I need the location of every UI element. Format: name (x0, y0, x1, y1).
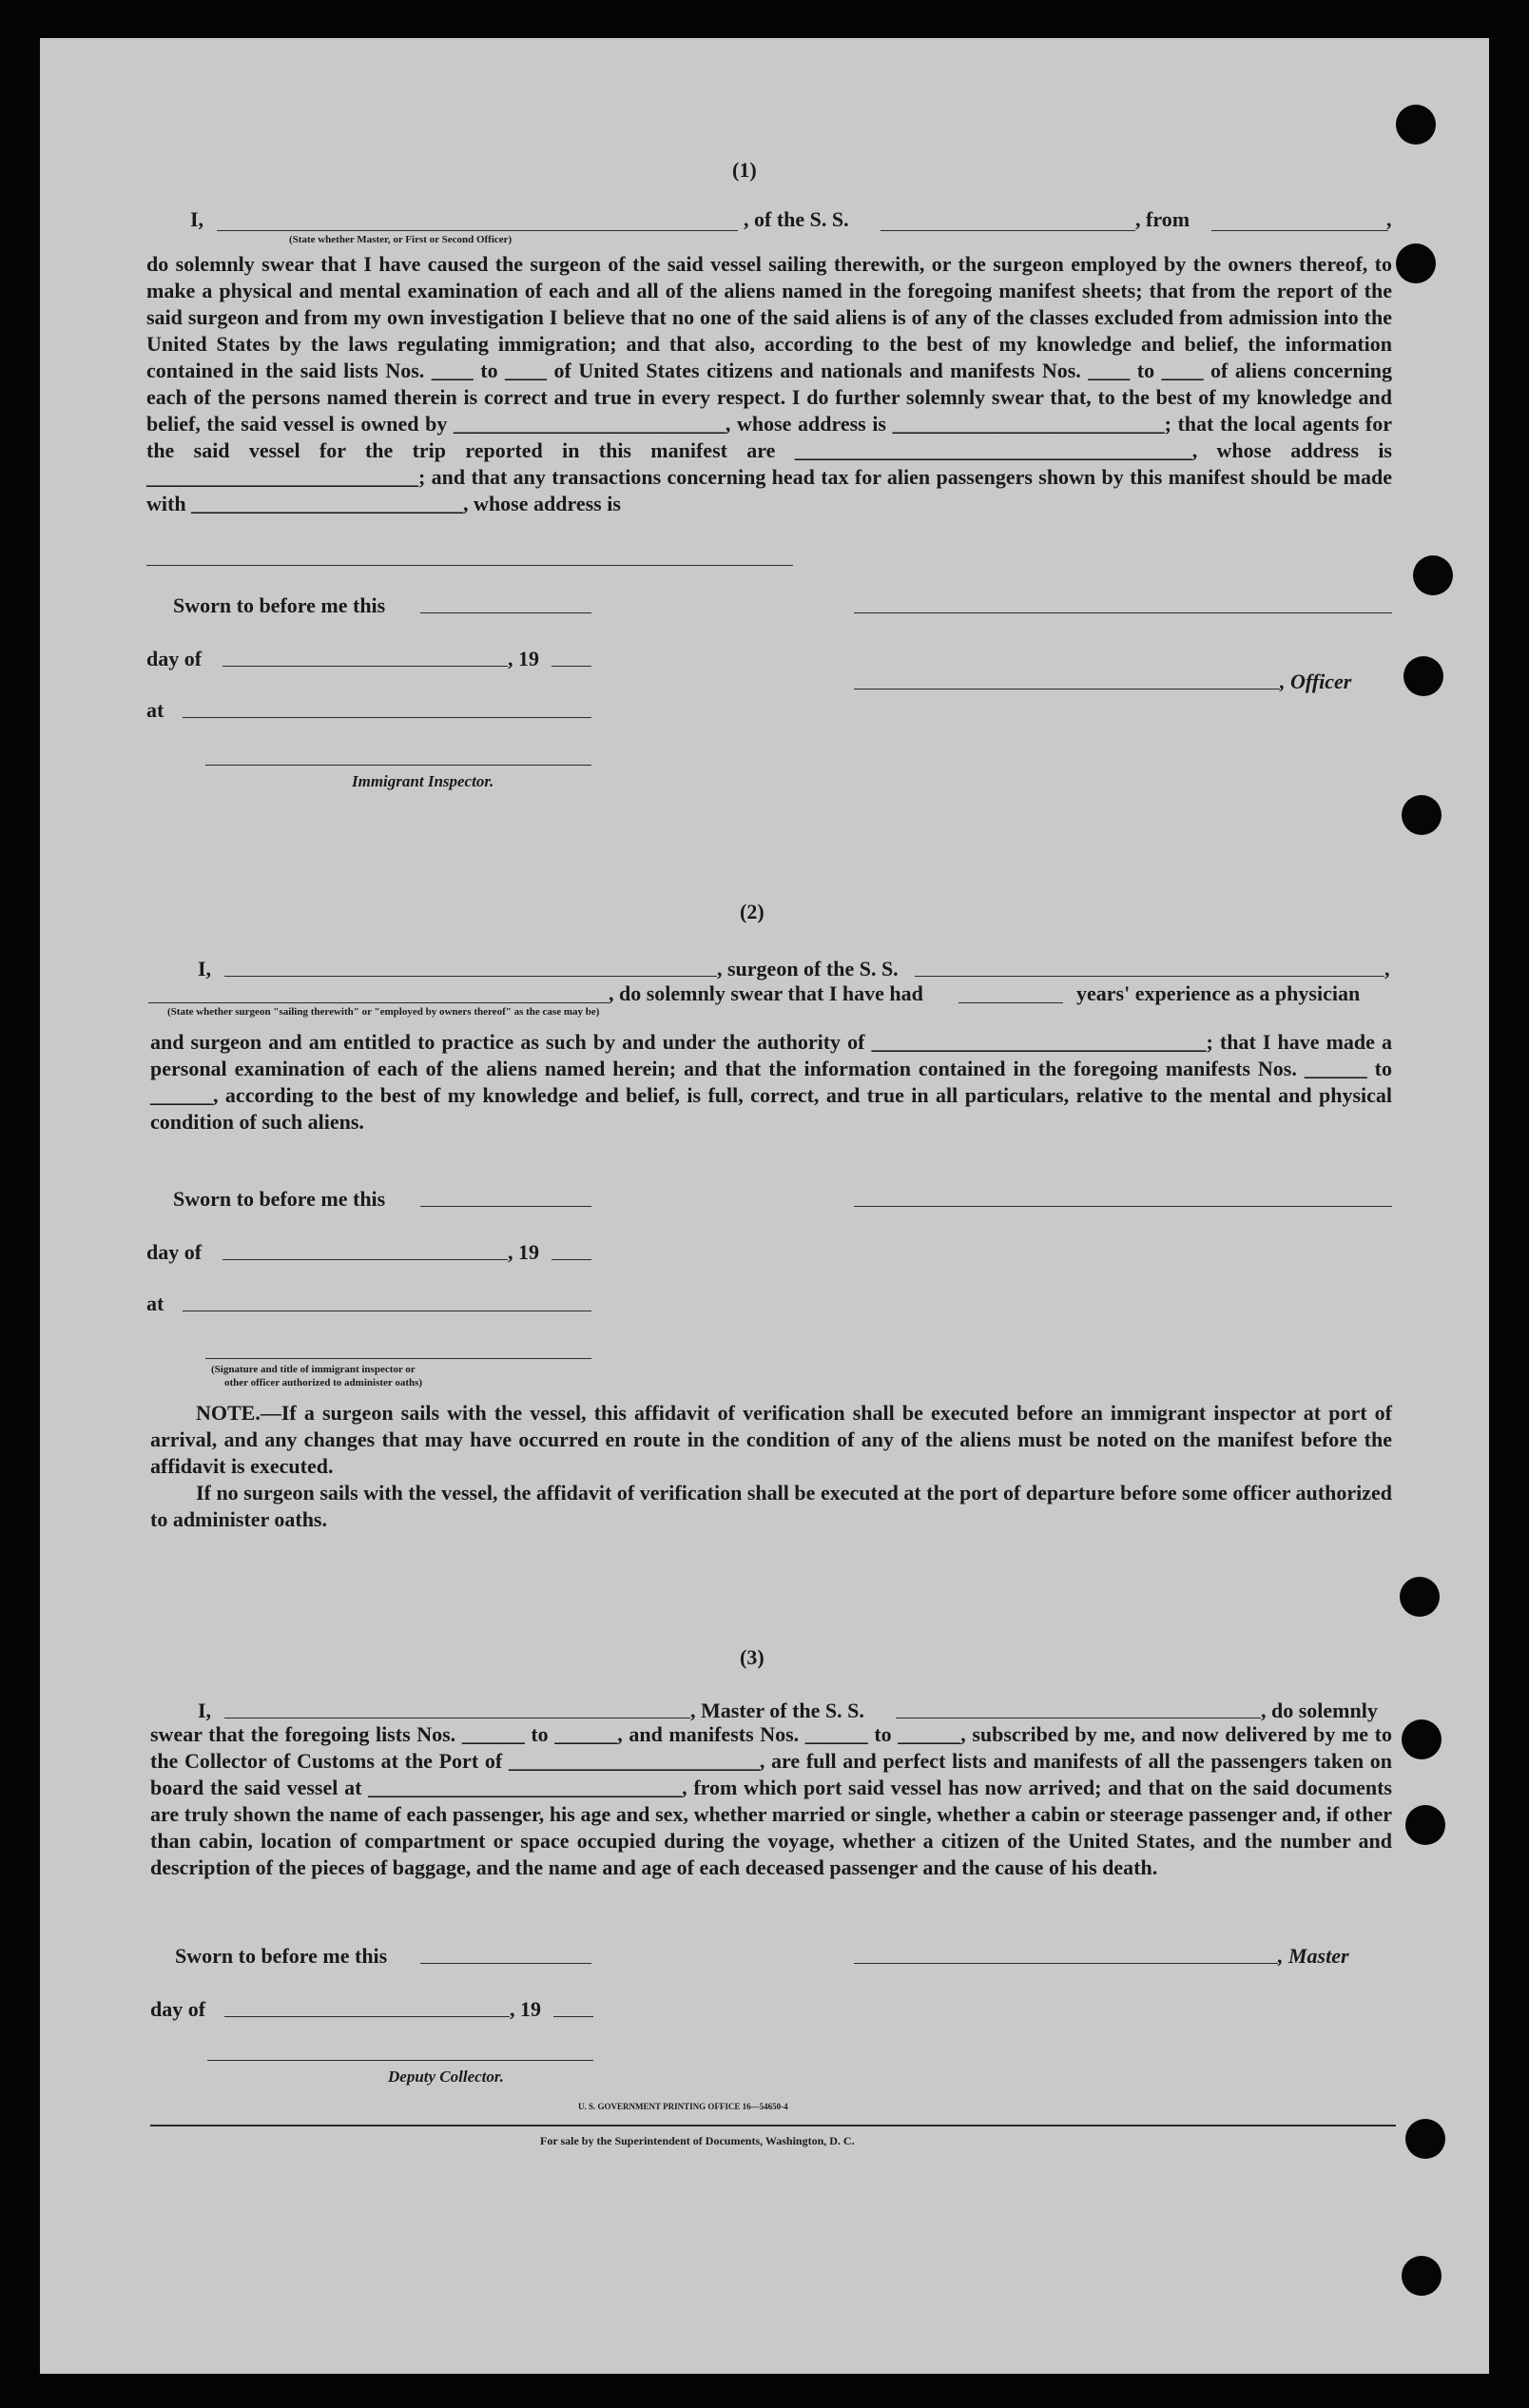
binder-hole (1400, 1577, 1440, 1617)
gpo-imprint: U. S. GOVERNMENT PRINTING OFFICE 16—54650-4 (578, 2102, 788, 2111)
form-page: (1) I, , of the S. S. , from , (State whether Master, or First or Second Officer) do solemnly swear that I have caused the surgeon of the said vessel sailing therewith, or the surgeon employed by the owners thereof, to make a physical and mental examination of each and all of the aliens named in the foregoing manifest sheets; that from the report of the said surgeon and from my own investigation I believe that no one of the said aliens is of any of the classes excluded from admission into the United States by the laws regulating immigration; and that also, according to the best of my knowledge and belief, the information contained in the said lists Nos. ____ to ____ of United States citizens and nationals and manifests Nos. ____ to ____ of aliens concerning each of the persons named therein is correct and true in every respect. I do further solemnly swear that, to the best of my knowledge and belief, the said vessel is owned by __________________________, whose address is __________________________; that the local agents for the said vessel for the trip reported in this manifest are ______________________________________, whose address is __________________________; and that any transactions concerning head tax for alien passengers shown by this manifest should be made with __________________________, whose address is Sworn to before me this day of , 19 at Immigrant Inspector. , Officer (2) I, , surgeon of the S. S. , , do solemnly swear that I have had years' experience as a physician (State whether surgeon "sailing therewith" or "employed by owners thereof" as the case may be) and surgeon and am entitled to practice as such by and under the authority of ________________________________; that I have made a personal examination of each of the aliens named herein; and that the information contained in the foregoing manifests Nos. ______ to ______, according to the best of my knowledge and belief, is full, correct, and true in all particulars, relative to the mental and physical condition of such aliens. Sworn to before me this day of , 19 at (Signature and title of immigrant inspector or other officer authorized to administer oaths) NOTE.—If a surgeon sails with the vessel, this affidavit of verification shall be executed before an immigrant inspector at port of arrival, and any changes that may have occurred en route in the condition of any of the aliens must be noted on the manifest before the affidavit is executed. If no surgeon sails with the vessel, the affidavit of verification shall be executed at the port of departure before some officer authorized to administer oaths. (3) I, , Master of the S. S. , do solemnly swear that the foregoing lists Nos. ______ to ______, and manifests Nos. ______ to ______, subscribed by me, and now delivered by me to the Collector of Customs at the Port of ________________________, are full and perfect lists and manifests of all the passengers taken on board the said vessel at ______________________________, from which port said vessel has now arrived; and that on the said documents are truly shown the name of each passenger, his age and sex, whether married or single, whether a cabin or steerage passenger and, if other than cabin, location of compartment or space occupied during the voyage, whether a citizen of the United States, and the number and description of the pieces of baggage, and the name and age of each deceased passenger and the cause of his death. Sworn to before me this , Master day of , 19 Deputy Collector. U. S. GOVERNMENT PRINTING OFFICE 16—54650-4 For sale by the Superintendent of Documents, Washington, D. C. (40, 38, 1489, 2374)
binder-hole (1402, 2256, 1442, 2296)
binder-hole (1413, 555, 1453, 595)
s1-caption: (State whether Master, or First or Second Officer) (289, 234, 513, 245)
s2-note2: If no surgeon sails with the vessel, the affidavit of verification shall be executed at the port of departure before some officer authorized to administer oaths. (150, 1481, 1392, 1531)
section-1-number: (1) (732, 158, 757, 182)
section-2-number: (2) (740, 900, 764, 923)
binder-hole (1403, 656, 1443, 696)
sale-notice: For sale by the Superintendent of Documents, Washington, D. C. (540, 2134, 855, 2147)
binder-hole (1405, 2119, 1445, 2159)
s2-note1: NOTE.—If a surgeon sails with the vessel, this affidavit of verification shall be executed before an immigrant inspector at port of arrival, and any changes that may have occurred en route in the condition of any of the aliens must be noted on the manifest before the affidavit is executed. (150, 1401, 1392, 1478)
binder-hole (1402, 1719, 1442, 1759)
binder-hole (1402, 795, 1442, 835)
s2-body: and surgeon and am entitled to practice as such by and under the authority of ________________________________; that I have made a personal examination of each of the aliens named herein; and that the information contained in the foregoing manifests Nos. ______ to ______, according to the best of my knowledge and belief, is full, correct, and true in all particulars, relative to the mental and physical condition of such aliens. (150, 1030, 1392, 1134)
s1-officer: , Officer (1280, 670, 1352, 693)
s1-line1: I, (190, 207, 204, 231)
binder-hole (1405, 1805, 1445, 1845)
binder-hole (1396, 243, 1436, 283)
binder-hole (1396, 105, 1436, 145)
s1-inspector: Immigrant Inspector. (352, 772, 494, 790)
s3-body: swear that the foregoing lists Nos. ______ to ______, and manifests Nos. ______ to ______, subscribed by me, and now delivered by me to the Collector of Customs at the Port of ________________________, are full and perfect lists and manifests of all the passengers taken on board the said vessel at ______________________________, from which port said vessel has now arrived; and that on the said documents are truly shown the name of each passenger, his age and sex, whether married or single, whether a cabin or steerage passenger and, if other than cabin, location of compartment or space occupied during the voyage, whether a citizen of the United States, and the number and description of the pieces of baggage, and the name and age of each deceased passenger and the cause of his death. (150, 1722, 1392, 1879)
s3-deputy: Deputy Collector. (388, 2068, 504, 2086)
s1-body: do solemnly swear that I have caused the surgeon of the said vessel sailing therewith, or the surgeon employed by the owners thereof, to make a physical and mental examination of each and all of the aliens named in the foregoing manifest sheets; that from the report of the said surgeon and from my own investigation I believe that no one of the said aliens is of any of the classes excluded from admission into the United States by the laws regulating immigration; and that also, according to the best of my knowledge and belief, the information contained in the said lists Nos. ____ to ____ of United States citizens and nationals and manifests Nos. ____ to ____ of aliens concerning each of the persons named therein is correct and true in every respect. I do further solemnly swear that, to the best of my knowledge and belief, the said vessel is owned by __________________________, whose address is __________________________; that the local agents for the said vessel for the trip reported in this manifest are ______________________________________, whose address is __________________________; and that any transactions concerning head tax for alien passengers shown by this manifest should be made with __________________________, whose address is (146, 252, 1392, 515)
section-3-number: (3) (740, 1645, 764, 1669)
s2-caption: (State whether surgeon "sailing therewith" or "employed by owners thereof" as the case may be) (167, 1006, 600, 1018)
s3-master: , Master (1278, 1944, 1349, 1968)
bleed-through (211, 114, 226, 143)
